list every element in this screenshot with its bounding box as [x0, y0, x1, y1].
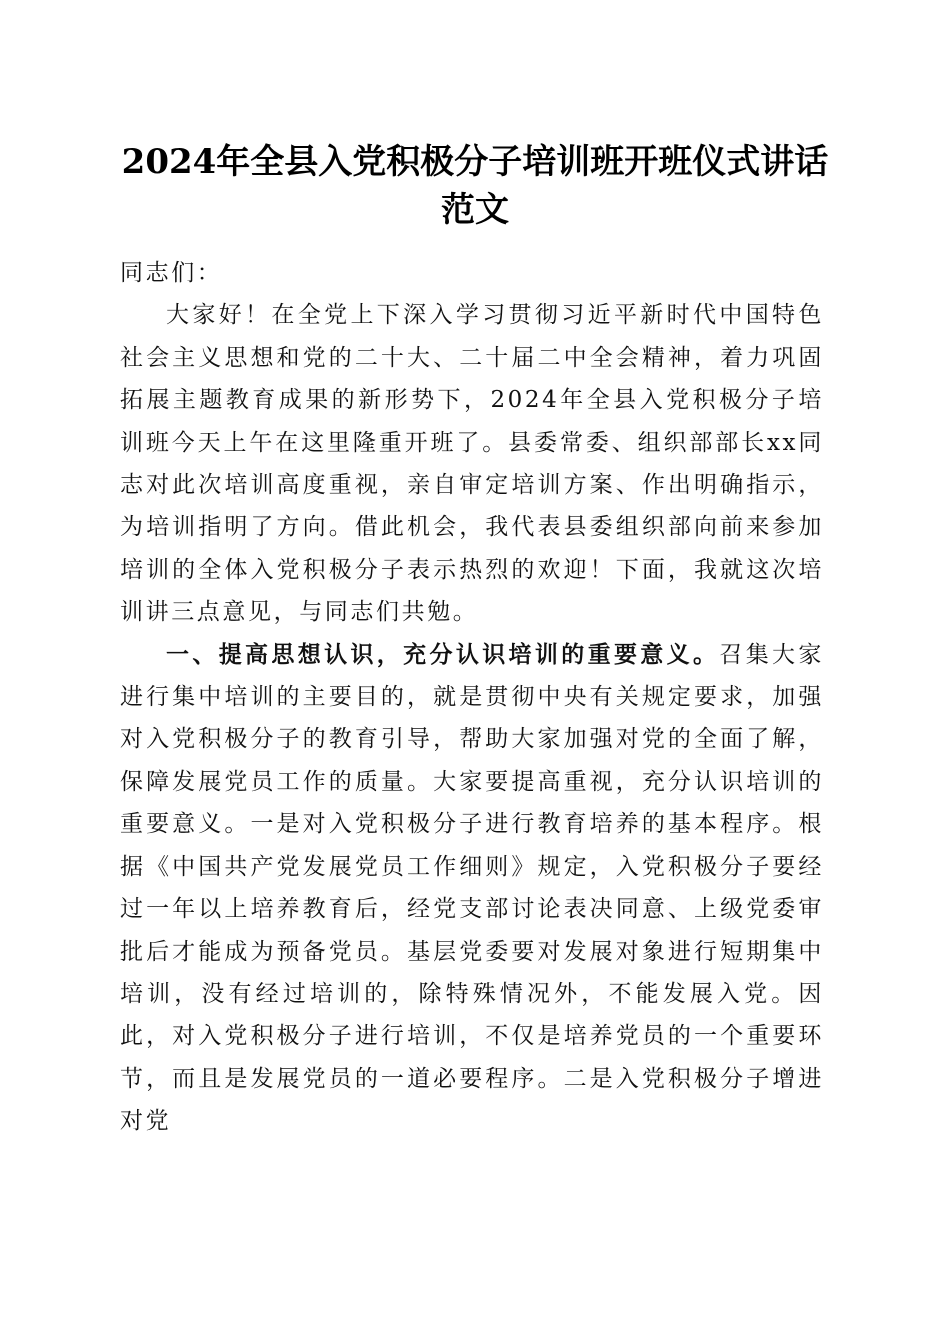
salutation: 同志们： — [120, 260, 223, 286]
section-one-paragraph — [120, 634, 824, 1143]
document-title: 2024年全县入党积极分子培训班开班仪式讲话范文 — [121, 142, 829, 230]
opening-paragraph: 大家好！在全党上下深入学习贯彻习近平新时代中国特色社会主义思想和党的二十大、二十届二中全会精神，着力巩固拓展主题教育成果的新形势下，2024年全县入党积极分子培训班今天上午在这里隆重开班了。县委常委、组织部部长xx同志对此次培训高度重视，亲自审定培训方案、作出明确指示，为培训指明了方向。借此机会，我代表县委组织部向前来参加培训的全体入党积极分子表示热烈的欢迎！下面，我就这次培训讲三点意见，与同志们共勉。 — [120, 302, 824, 626]
document-body — [120, 252, 824, 1143]
section-one-body: 召集大家进行集中培训的主要目的，就是贯彻中央有关规定要求，加强对入党积极分子的教育引导，帮助大家加强对党的全面了解，保障发展党员工作的质量。大家要提高重视，充分认识培训的重要意义。一是对入党积极分子进行教育培养的基本程序。根据《中国共产党发展党员工作细则》规定，入党积极分子要经过一年以上培养教育后，经党支部讨论表决同意、上级党委审批后才能成为预备党员。基层党委要对发展对象进行短期集中培训，没有经过培训的，除特殊情况外，不能发展入党。因此，对入党积极分子进行培训，不仅是培养党员的一个重要环节，而且是发展党员的一道必要程序。二是入党积极分子增进对党 — [120, 641, 824, 1135]
section-one-heading: 一、提高思想认识，充分认识培训的重要意义。 — [166, 641, 720, 668]
